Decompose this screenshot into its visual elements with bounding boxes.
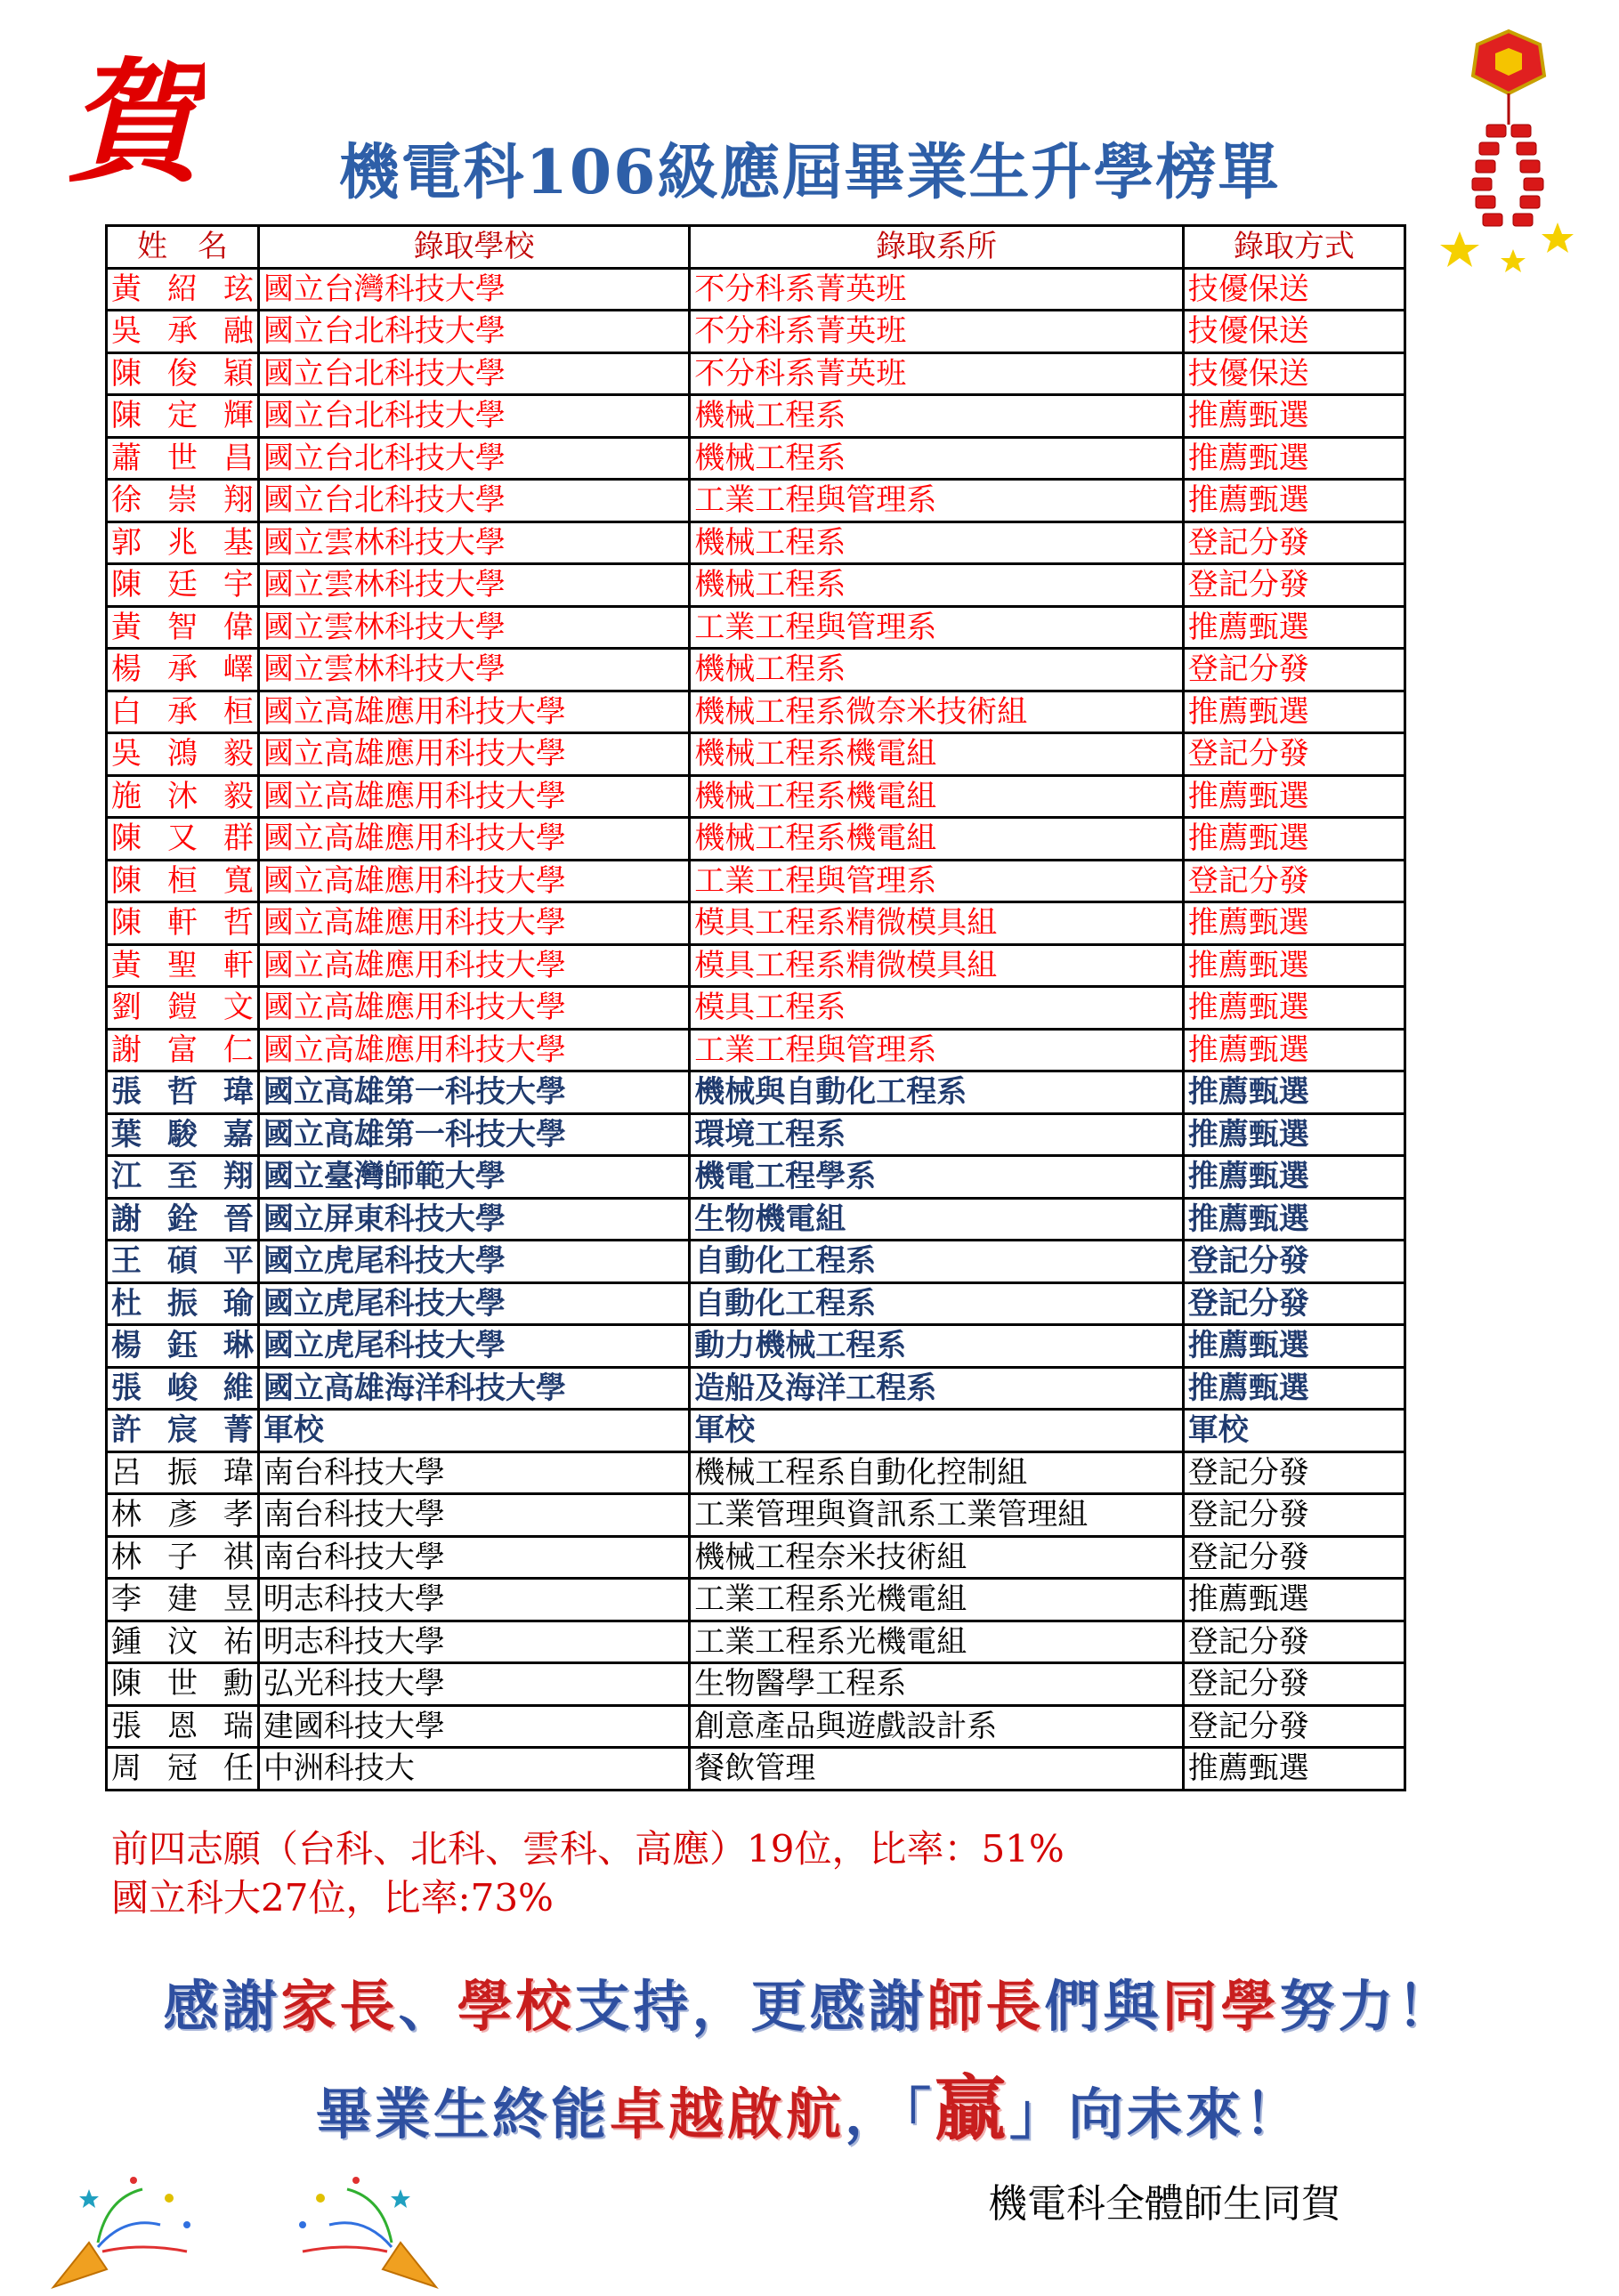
table-row xyxy=(107,1282,1405,1325)
cell-method: 推薦甄選 xyxy=(1183,818,1404,861)
cell-name: 蕭世昌 xyxy=(107,437,259,480)
cell-method: 推薦甄選 xyxy=(1183,1748,1404,1791)
cell-school: 國立高雄應用科技大學 xyxy=(258,902,689,945)
party-popper-icon xyxy=(36,2163,214,2296)
thanks-highlight-win: 贏 xyxy=(935,2066,1010,2150)
table-row xyxy=(107,1325,1405,1368)
cell-method: 推薦甄選 xyxy=(1183,1156,1404,1199)
table-row xyxy=(107,521,1405,564)
table-row xyxy=(107,1705,1405,1748)
cell-name: 張峻維 xyxy=(107,1367,259,1410)
cell-school: 國立雲林科技大學 xyxy=(258,521,689,564)
cell-method: 推薦甄選 xyxy=(1183,1367,1404,1410)
cell-name: 許宸菁 xyxy=(107,1410,259,1452)
cell-dept: 不分科系菁英班 xyxy=(690,268,1184,311)
he-calligraphy-text: 賀 xyxy=(66,44,201,196)
cell-school: 國立高雄海洋科技大學 xyxy=(258,1367,689,1410)
cell-method: 登記分發 xyxy=(1183,1536,1404,1579)
cell-dept: 機械與自動化工程系 xyxy=(690,1071,1184,1114)
cell-school: 明志科技大學 xyxy=(258,1579,689,1621)
cell-school: 國立虎尾科技大學 xyxy=(258,1282,689,1325)
table-row xyxy=(107,1241,1405,1283)
table-row xyxy=(107,944,1405,987)
header-dept: 錄取系所 xyxy=(690,226,1184,269)
table-body xyxy=(107,268,1405,1790)
cell-dept: 機械工程系 xyxy=(690,564,1184,607)
table-row xyxy=(107,733,1405,776)
header-school: 錄取學校 xyxy=(258,226,689,269)
table-row xyxy=(107,649,1405,691)
cell-school: 軍校 xyxy=(258,1410,689,1452)
table-row xyxy=(107,902,1405,945)
cell-method: 推薦甄選 xyxy=(1183,480,1404,522)
cell-method: 登記分發 xyxy=(1183,1494,1404,1537)
stats-line-1: 前四志願（台科、北科、雲科、高應）19位，比率：51% xyxy=(111,1827,1064,1871)
thanks-text: 畢業生終能 xyxy=(315,2082,610,2146)
cell-name: 徐崇翔 xyxy=(107,480,259,522)
cell-school: 國立雲林科技大學 xyxy=(258,606,689,649)
thanks-text: 們與 xyxy=(1044,1974,1162,2039)
cell-name: 施沐毅 xyxy=(107,775,259,818)
cell-dept: 模具工程系精微模具組 xyxy=(690,944,1184,987)
table-row xyxy=(107,1579,1405,1621)
thanks-text: 、 xyxy=(398,1974,457,2039)
cell-dept: 機電工程學系 xyxy=(690,1156,1184,1199)
cell-name: 張恩瑞 xyxy=(107,1705,259,1748)
cell-dept: 造船及海洋工程系 xyxy=(690,1367,1184,1410)
table-row xyxy=(107,480,1405,522)
cell-school: 國立雲林科技大學 xyxy=(258,564,689,607)
header-name: 姓 名 xyxy=(107,226,259,269)
cell-method: 推薦甄選 xyxy=(1183,1071,1404,1114)
cell-name: 吳承融 xyxy=(107,311,259,353)
cell-school: 南台科技大學 xyxy=(258,1494,689,1537)
cell-method: 推薦甄選 xyxy=(1183,437,1404,480)
cell-dept: 機械工程系機電組 xyxy=(690,733,1184,776)
table-row xyxy=(107,311,1405,353)
thanks-line-1 xyxy=(0,1962,1619,2041)
thanks-line-2 xyxy=(0,2051,1619,2154)
cell-name: 林子祺 xyxy=(107,1536,259,1579)
cell-name: 黃智偉 xyxy=(107,606,259,649)
table-row xyxy=(107,860,1405,902)
cell-name: 周冠任 xyxy=(107,1748,259,1791)
cell-method: 登記分發 xyxy=(1183,860,1404,902)
cell-dept: 動力機械工程系 xyxy=(690,1325,1184,1368)
cell-dept: 機械工程系 xyxy=(690,437,1184,480)
cell-method: 推薦甄選 xyxy=(1183,1579,1404,1621)
cell-dept: 機械工程系 xyxy=(690,395,1184,438)
cell-name: 鍾汶祐 xyxy=(107,1621,259,1663)
cell-method: 技優保送 xyxy=(1183,268,1404,311)
cell-name: 陳世勳 xyxy=(107,1663,259,1706)
cell-method: 登記分發 xyxy=(1183,1663,1404,1706)
table-row xyxy=(107,1748,1405,1791)
table-row xyxy=(107,775,1405,818)
thanks-text: ，「 xyxy=(845,2082,935,2146)
cell-name: 吳鴻毅 xyxy=(107,733,259,776)
table-row xyxy=(107,1367,1405,1410)
table-row xyxy=(107,395,1405,438)
cell-method: 推薦甄選 xyxy=(1183,691,1404,733)
cell-dept: 工業工程系光機電組 xyxy=(690,1579,1184,1621)
cell-name: 黃紹玹 xyxy=(107,268,259,311)
cell-school: 弘光科技大學 xyxy=(258,1663,689,1706)
cell-school: 國立高雄應用科技大學 xyxy=(258,944,689,987)
cell-school: 國立台北科技大學 xyxy=(258,395,689,438)
cell-name: 張哲瑋 xyxy=(107,1071,259,1114)
cell-dept: 機械工程系 xyxy=(690,649,1184,691)
cell-school: 國立高雄第一科技大學 xyxy=(258,1113,689,1156)
cell-dept: 工業工程與管理系 xyxy=(690,860,1184,902)
thanks-highlight: 同學 xyxy=(1162,1974,1280,2039)
table-row xyxy=(107,352,1405,395)
cell-school: 建國科技大學 xyxy=(258,1705,689,1748)
cell-school: 國立高雄應用科技大學 xyxy=(258,1029,689,1071)
table-row xyxy=(107,1198,1405,1241)
cell-method: 登記分發 xyxy=(1183,521,1404,564)
cell-method: 軍校 xyxy=(1183,1410,1404,1452)
table-row xyxy=(107,1536,1405,1579)
cell-school: 國立高雄第一科技大學 xyxy=(258,1071,689,1114)
signature: 機電科全體師生同賀 xyxy=(988,2181,1340,2227)
cell-school: 中洲科技大 xyxy=(258,1748,689,1791)
cell-dept: 模具工程系 xyxy=(690,987,1184,1030)
cell-dept: 生物醫學工程系 xyxy=(690,1663,1184,1706)
cell-method: 推薦甄選 xyxy=(1183,1198,1404,1241)
table-row xyxy=(107,1621,1405,1663)
thanks-highlight: 學校 xyxy=(457,1974,575,2039)
cell-school: 國立高雄應用科技大學 xyxy=(258,691,689,733)
cell-method: 推薦甄選 xyxy=(1183,606,1404,649)
thanks-text: 努力！ xyxy=(1279,1974,1456,2039)
thanks-text: 」向未來！ xyxy=(1009,2082,1304,2146)
cell-name: 陳定輝 xyxy=(107,395,259,438)
table-row xyxy=(107,1663,1405,1706)
cell-school: 國立虎尾科技大學 xyxy=(258,1325,689,1368)
cell-school: 國立高雄應用科技大學 xyxy=(258,733,689,776)
cell-dept: 不分科系菁英班 xyxy=(690,311,1184,353)
cell-name: 楊鈺琳 xyxy=(107,1325,259,1368)
table-row xyxy=(107,818,1405,861)
table-row xyxy=(107,564,1405,607)
cell-school: 國立台北科技大學 xyxy=(258,311,689,353)
cell-dept: 機械工程系機電組 xyxy=(690,775,1184,818)
stats-line-2: 國立科大27位，比率:73% xyxy=(111,1876,554,1920)
table-row xyxy=(107,1410,1405,1452)
cell-method: 登記分發 xyxy=(1183,1705,1404,1748)
cell-method: 推薦甄選 xyxy=(1183,944,1404,987)
cell-method: 推薦甄選 xyxy=(1183,1325,1404,1368)
table-row xyxy=(107,437,1405,480)
party-popper-icon xyxy=(276,2163,454,2296)
thanks-highlight: 卓越啟航 xyxy=(609,2082,845,2146)
cell-school: 國立高雄應用科技大學 xyxy=(258,987,689,1030)
header-method: 錄取方式 xyxy=(1183,226,1404,269)
table-row xyxy=(107,987,1405,1030)
cell-name: 王碩平 xyxy=(107,1241,259,1283)
cell-dept: 工業工程與管理系 xyxy=(690,1029,1184,1071)
cell-method: 登記分發 xyxy=(1183,1621,1404,1663)
table-row xyxy=(107,606,1405,649)
cell-dept: 工業工程與管理系 xyxy=(690,606,1184,649)
thanks-text: 支持，更感謝 xyxy=(574,1974,927,2039)
cell-name: 陳軒哲 xyxy=(107,902,259,945)
cell-method: 登記分發 xyxy=(1183,733,1404,776)
cell-dept: 機械工程系機電組 xyxy=(690,818,1184,861)
cell-dept: 工業工程與管理系 xyxy=(690,480,1184,522)
cell-dept: 機械工程奈米技術組 xyxy=(690,1536,1184,1579)
thanks-highlight: 家長 xyxy=(280,1974,399,2039)
cell-school: 明志科技大學 xyxy=(258,1621,689,1663)
cell-school: 國立台灣科技大學 xyxy=(258,268,689,311)
cell-method: 推薦甄選 xyxy=(1183,1029,1404,1071)
cell-school: 國立虎尾科技大學 xyxy=(258,1241,689,1283)
cell-school: 國立高雄應用科技大學 xyxy=(258,775,689,818)
cell-method: 推薦甄選 xyxy=(1183,902,1404,945)
cell-dept: 工業工程系光機電組 xyxy=(690,1621,1184,1663)
cell-dept: 不分科系菁英班 xyxy=(690,352,1184,395)
table-row xyxy=(107,1451,1405,1494)
table-row xyxy=(107,1071,1405,1114)
cell-school: 國立台北科技大學 xyxy=(258,480,689,522)
cell-name: 陳俊穎 xyxy=(107,352,259,395)
cell-method: 推薦甄選 xyxy=(1183,1113,1404,1156)
thanks-highlight: 師長 xyxy=(927,1974,1045,2039)
cell-dept: 環境工程系 xyxy=(690,1113,1184,1156)
admission-table xyxy=(105,224,1406,1791)
cell-name: 謝富仁 xyxy=(107,1029,259,1071)
cell-method: 推薦甄選 xyxy=(1183,395,1404,438)
cell-school: 國立雲林科技大學 xyxy=(258,649,689,691)
table-row xyxy=(107,1029,1405,1071)
cell-method: 登記分發 xyxy=(1183,649,1404,691)
cell-dept: 機械工程系自動化控制組 xyxy=(690,1451,1184,1494)
thanks-text: 感謝 xyxy=(163,1974,281,2039)
cell-name: 葉駿嘉 xyxy=(107,1113,259,1156)
table-row xyxy=(107,268,1405,311)
table-row xyxy=(107,1156,1405,1199)
cell-dept: 自動化工程系 xyxy=(690,1282,1184,1325)
table-row xyxy=(107,1494,1405,1537)
cell-school: 國立屏東科技大學 xyxy=(258,1198,689,1241)
cell-method: 登記分發 xyxy=(1183,1241,1404,1283)
cell-dept: 軍校 xyxy=(690,1410,1184,1452)
cell-name: 陳桓寬 xyxy=(107,860,259,902)
cell-dept: 工業管理與資訊系工業管理組 xyxy=(690,1494,1184,1537)
cell-name: 陳廷宇 xyxy=(107,564,259,607)
table-row xyxy=(107,1113,1405,1156)
cell-name: 李建昱 xyxy=(107,1579,259,1621)
cell-method: 推薦甄選 xyxy=(1183,775,1404,818)
cell-school: 國立高雄應用科技大學 xyxy=(258,860,689,902)
cell-dept: 自動化工程系 xyxy=(690,1241,1184,1283)
table-row xyxy=(107,691,1405,733)
cell-name: 謝銓晉 xyxy=(107,1198,259,1241)
cell-name: 郭兆基 xyxy=(107,521,259,564)
cell-method: 登記分發 xyxy=(1183,1451,1404,1494)
cell-name: 林彥孝 xyxy=(107,1494,259,1537)
cell-school: 國立臺灣師範大學 xyxy=(258,1156,689,1199)
cell-method: 推薦甄選 xyxy=(1183,987,1404,1030)
cell-name: 江至翔 xyxy=(107,1156,259,1199)
cell-dept: 餐飲管理 xyxy=(690,1748,1184,1791)
cell-dept: 機械工程系 xyxy=(690,521,1184,564)
cell-name: 黃聖軒 xyxy=(107,944,259,987)
cell-method: 技優保送 xyxy=(1183,311,1404,353)
cell-name: 呂振瑋 xyxy=(107,1451,259,1494)
cell-school: 國立高雄應用科技大學 xyxy=(258,818,689,861)
cell-method: 登記分發 xyxy=(1183,1282,1404,1325)
cell-method: 登記分發 xyxy=(1183,564,1404,607)
cell-name: 白承桓 xyxy=(107,691,259,733)
cell-method: 技優保送 xyxy=(1183,352,1404,395)
cell-name: 楊承嶧 xyxy=(107,649,259,691)
cell-dept: 創意產品與遊戲設計系 xyxy=(690,1705,1184,1748)
cell-school: 南台科技大學 xyxy=(258,1451,689,1494)
cell-dept: 模具工程系精微模具組 xyxy=(690,902,1184,945)
cell-dept: 機械工程系微奈米技術組 xyxy=(690,691,1184,733)
table-header-row xyxy=(107,226,1405,269)
cell-dept: 生物機電組 xyxy=(690,1198,1184,1241)
cell-school: 國立台北科技大學 xyxy=(258,352,689,395)
page-title: 機電科106級應屆畢業生升學榜單 xyxy=(338,137,1281,208)
cell-school: 國立台北科技大學 xyxy=(258,437,689,480)
cell-name: 劉鎧文 xyxy=(107,987,259,1030)
cell-school: 南台科技大學 xyxy=(258,1536,689,1579)
cell-name: 杜振瑜 xyxy=(107,1282,259,1325)
cell-name: 陳又群 xyxy=(107,818,259,861)
